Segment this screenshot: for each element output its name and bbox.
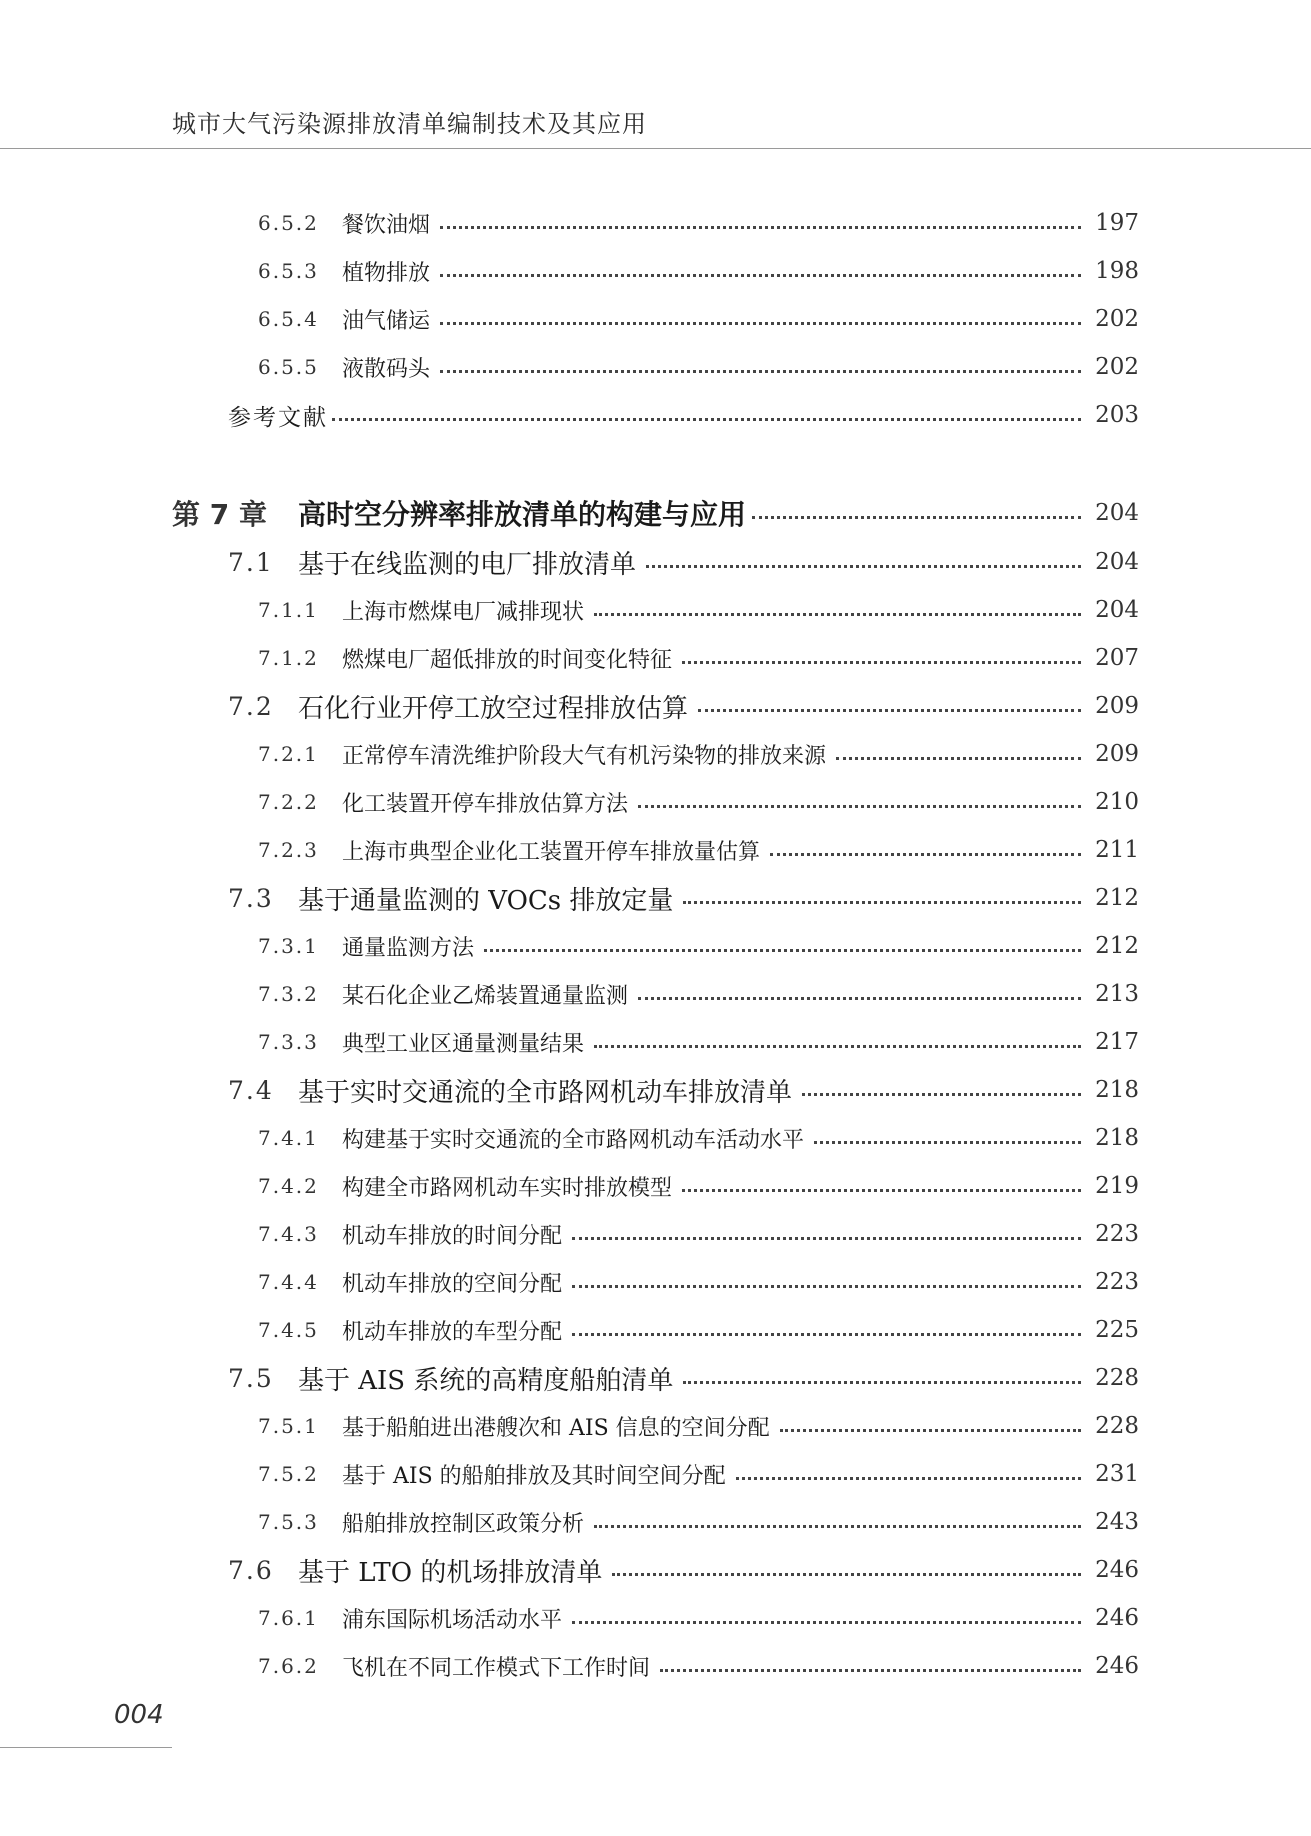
toc-entry-7-2-2[interactable] xyxy=(258,782,1139,822)
toc-section-7-4[interactable] xyxy=(228,1070,1139,1110)
toc-entry-title: 液散码头 xyxy=(342,356,431,382)
header-rule xyxy=(0,148,1311,149)
toc-entry-page: 218 xyxy=(1095,1077,1139,1103)
toc-entry-number: 7.5.2 xyxy=(258,1462,319,1486)
toc-entry-page: 217 xyxy=(1095,1029,1139,1055)
toc-section-7-1[interactable] xyxy=(228,542,1139,582)
toc-entry-title: 浦东国际机场活动水平 xyxy=(342,1607,563,1633)
toc-entry-title: 机动车排放的空间分配 xyxy=(342,1271,563,1297)
toc-entry-title: 上海市燃煤电厂减排现状 xyxy=(342,599,585,625)
toc-entry-title: 机动车排放的时间分配 xyxy=(342,1223,563,1249)
toc-entry-page: 246 xyxy=(1095,1557,1139,1583)
toc-entry-6-5-5[interactable] xyxy=(258,347,1139,387)
dot-leader xyxy=(440,370,1081,373)
toc-entry-page: 228 xyxy=(1095,1365,1139,1391)
toc-entry-number: 6.5.2 xyxy=(258,211,319,235)
toc-entry-number: 7.2.2 xyxy=(258,790,319,814)
toc-entry-number: 7.1.2 xyxy=(258,646,319,670)
dot-leader xyxy=(770,853,1081,856)
toc-entry-page: 218 xyxy=(1095,1125,1139,1151)
toc-entry-title: 燃煤电厂超低排放的时间变化特征 xyxy=(342,647,673,673)
toc-entry-page: 204 xyxy=(1095,500,1139,526)
toc-entry-page: 212 xyxy=(1095,933,1139,959)
toc-entry-page: 219 xyxy=(1095,1173,1139,1199)
toc-entry-6-5-2[interactable] xyxy=(258,203,1139,243)
toc-entry-page: 202 xyxy=(1095,354,1139,380)
toc-entry-title: 基于船舶进出港艘次和 AIS 信息的空间分配 xyxy=(342,1415,770,1441)
toc-entry-7-2-1[interactable] xyxy=(258,734,1139,774)
toc-entry-page: 228 xyxy=(1095,1413,1139,1439)
chapter-title: 高时空分辨率排放清单的构建与应用 xyxy=(298,498,747,531)
toc-entry-number: 7.3 xyxy=(228,883,274,913)
toc-entry-number: 7.2 xyxy=(228,691,274,721)
toc-entry-7-2-3[interactable] xyxy=(258,830,1139,870)
dot-leader xyxy=(698,709,1081,712)
toc-entry-7-5-1[interactable] xyxy=(258,1406,1139,1446)
running-header: 城市大气污染源排放清单编制技术及其应用 xyxy=(172,110,647,138)
toc-entry-title: 构建全市路网机动车实时排放模型 xyxy=(342,1175,673,1201)
toc-entry-7-4-1[interactable] xyxy=(258,1118,1139,1158)
toc-entry-page: 243 xyxy=(1095,1509,1139,1535)
toc-entry-number: 7.3.1 xyxy=(258,934,319,958)
dot-leader xyxy=(572,1237,1081,1240)
toc-entry-page: 246 xyxy=(1095,1653,1139,1679)
toc-entry-page: 209 xyxy=(1095,741,1139,767)
toc-entry-title: 船舶排放控制区政策分析 xyxy=(342,1511,585,1537)
toc-section-7-2[interactable] xyxy=(228,686,1139,726)
toc-entry-title: 餐饮油烟 xyxy=(342,212,431,238)
toc-entry-number: 7.6.1 xyxy=(258,1606,319,1630)
toc-entry-page: 207 xyxy=(1095,645,1139,671)
toc-entry-title: 基于在线监测的电厂排放清单 xyxy=(298,549,637,580)
toc-entry-title: 上海市典型企业化工装置开停车排放量估算 xyxy=(342,839,761,865)
toc-section-7-6[interactable] xyxy=(228,1550,1139,1590)
toc-entry-6-5-3[interactable] xyxy=(258,251,1139,291)
toc-entry-number: 7.4.4 xyxy=(258,1270,319,1294)
toc-entry-page: 198 xyxy=(1095,258,1139,284)
dot-leader xyxy=(736,1477,1081,1480)
toc-entry-page: 225 xyxy=(1095,1317,1139,1343)
toc-entry-page: 246 xyxy=(1095,1605,1139,1631)
dot-leader xyxy=(440,322,1081,325)
toc-entry-page: 204 xyxy=(1095,597,1139,623)
toc-entry-page: 223 xyxy=(1095,1269,1139,1295)
dot-leader xyxy=(332,418,1081,421)
dot-leader xyxy=(440,274,1081,277)
page-number: 004 xyxy=(114,1700,164,1730)
toc-entry-number: 7.5.1 xyxy=(258,1414,319,1438)
toc-entry-title: 基于 LTO 的机场排放清单 xyxy=(298,1557,603,1588)
dot-leader xyxy=(682,661,1081,664)
toc-entry-number: 7.5.3 xyxy=(258,1510,319,1534)
dot-leader xyxy=(612,1573,1081,1576)
toc-entry-page: 209 xyxy=(1095,693,1139,719)
dot-leader xyxy=(440,226,1081,229)
toc-entry-title: 基于通量监测的 VOCs 排放定量 xyxy=(298,885,674,916)
toc-entry-page: 197 xyxy=(1095,210,1139,236)
toc-chapter-7[interactable] xyxy=(172,493,1139,533)
toc-entry-page: 212 xyxy=(1095,885,1139,911)
toc-entry-7-6-2[interactable] xyxy=(258,1646,1139,1686)
toc-entry-page: 231 xyxy=(1095,1461,1139,1487)
dot-leader xyxy=(484,949,1081,952)
toc-entry-number: 7.4.2 xyxy=(258,1174,319,1198)
toc-entry-title: 植物排放 xyxy=(342,260,431,286)
toc-entry-page: 203 xyxy=(1095,402,1139,428)
toc-entry-number: 7.4 xyxy=(228,1075,274,1105)
toc-entry-7-3-3[interactable] xyxy=(258,1022,1139,1062)
toc-entry-title: 构建基于实时交通流的全市路网机动车活动水平 xyxy=(342,1127,805,1153)
toc-entry-page: 202 xyxy=(1095,306,1139,332)
toc-entry-title: 飞机在不同工作模式下工作时间 xyxy=(342,1655,651,1681)
dot-leader xyxy=(660,1669,1081,1672)
dot-leader xyxy=(646,565,1081,568)
dot-leader xyxy=(682,1189,1081,1192)
toc-entry-number: 6.5.5 xyxy=(258,355,319,379)
footer-rule xyxy=(0,1747,172,1748)
toc-entry-7-1-1[interactable] xyxy=(258,590,1139,630)
dot-leader xyxy=(683,1381,1081,1384)
dot-leader xyxy=(780,1429,1081,1432)
toc-entry-6-5-4[interactable] xyxy=(258,299,1139,339)
toc-entry-title: 某石化企业乙烯装置通量监测 xyxy=(342,983,629,1009)
dot-leader xyxy=(594,613,1081,616)
dot-leader xyxy=(802,1093,1081,1096)
toc-entry-title: 油气储运 xyxy=(342,308,431,334)
toc-entry-number: 7.5 xyxy=(228,1363,274,1393)
toc-entry-page: 213 xyxy=(1095,981,1139,1007)
toc-entry-7-6-1[interactable] xyxy=(258,1598,1139,1638)
toc-entry-title: 石化行业开停工放空过程排放估算 xyxy=(298,693,689,724)
toc-entry-number: 7.1 xyxy=(228,547,274,577)
toc-entry-title: 基于 AIS 系统的高精度船舶清单 xyxy=(298,1365,674,1396)
toc-entry-page: 223 xyxy=(1095,1221,1139,1247)
toc-entry-7-4-2[interactable] xyxy=(258,1166,1139,1206)
toc-entry-number: 7.1.1 xyxy=(258,598,319,622)
toc-entry-references[interactable] xyxy=(228,395,1139,435)
toc-entry-page: 210 xyxy=(1095,789,1139,815)
toc-section-7-5[interactable] xyxy=(228,1358,1139,1398)
toc-entry-number: 6.5.4 xyxy=(258,307,319,331)
toc-entry-title: 正常停车清洗维护阶段大气有机污染物的排放来源 xyxy=(342,743,827,769)
dot-leader xyxy=(594,1525,1081,1528)
dot-leader xyxy=(814,1141,1081,1144)
toc-entry-title: 化工装置开停车排放估算方法 xyxy=(342,791,629,817)
dot-leader xyxy=(572,1285,1081,1288)
toc-entry-number: 7.4.3 xyxy=(258,1222,319,1246)
toc-entry-number: 7.6.2 xyxy=(258,1654,319,1678)
toc-entry-number: 7.3.2 xyxy=(258,982,319,1006)
dot-leader xyxy=(572,1621,1081,1624)
chapter-number: 第 7 章 xyxy=(172,498,267,531)
toc-entry-title: 基于 AIS 的船舶排放及其时间空间分配 xyxy=(342,1463,726,1489)
toc-entry-number: 7.2.1 xyxy=(258,742,319,766)
dot-leader xyxy=(638,997,1081,1000)
toc-entry-number: 7.4.1 xyxy=(258,1126,319,1150)
toc-section-7-3[interactable] xyxy=(228,878,1139,918)
toc-entry-title: 机动车排放的车型分配 xyxy=(342,1319,563,1345)
dot-leader xyxy=(683,901,1081,904)
toc-entry-number: 6.5.3 xyxy=(258,259,319,283)
toc-entry-number: 7.2.3 xyxy=(258,838,319,862)
toc-entry-title: 典型工业区通量测量结果 xyxy=(342,1031,585,1057)
toc-entry-7-5-2[interactable] xyxy=(258,1454,1139,1494)
dot-leader xyxy=(594,1045,1081,1048)
toc-entry-7-3-2[interactable] xyxy=(258,974,1139,1014)
toc-entry-title: 通量监测方法 xyxy=(342,935,475,961)
toc-entry-number: 7.3.3 xyxy=(258,1030,319,1054)
toc-entry-7-4-3[interactable] xyxy=(258,1214,1139,1254)
toc-entry-7-3-1[interactable] xyxy=(258,926,1139,966)
toc-entry-title: 基于实时交通流的全市路网机动车排放清单 xyxy=(298,1077,793,1108)
toc-entry-7-5-3[interactable] xyxy=(258,1502,1139,1542)
toc-entry-number: 7.6 xyxy=(228,1555,274,1585)
toc-entry-number: 7.4.5 xyxy=(258,1318,319,1342)
dot-leader xyxy=(752,516,1081,519)
toc-entry-7-4-4[interactable] xyxy=(258,1262,1139,1302)
dot-leader xyxy=(836,757,1081,760)
toc-entry-title: 参考文献 xyxy=(228,404,328,431)
toc-entry-7-1-2[interactable] xyxy=(258,638,1139,678)
toc-entry-page: 204 xyxy=(1095,549,1139,575)
toc-entry-page: 211 xyxy=(1095,837,1139,863)
dot-leader xyxy=(638,805,1081,808)
toc-entry-7-4-5[interactable] xyxy=(258,1310,1139,1350)
dot-leader xyxy=(572,1333,1081,1336)
